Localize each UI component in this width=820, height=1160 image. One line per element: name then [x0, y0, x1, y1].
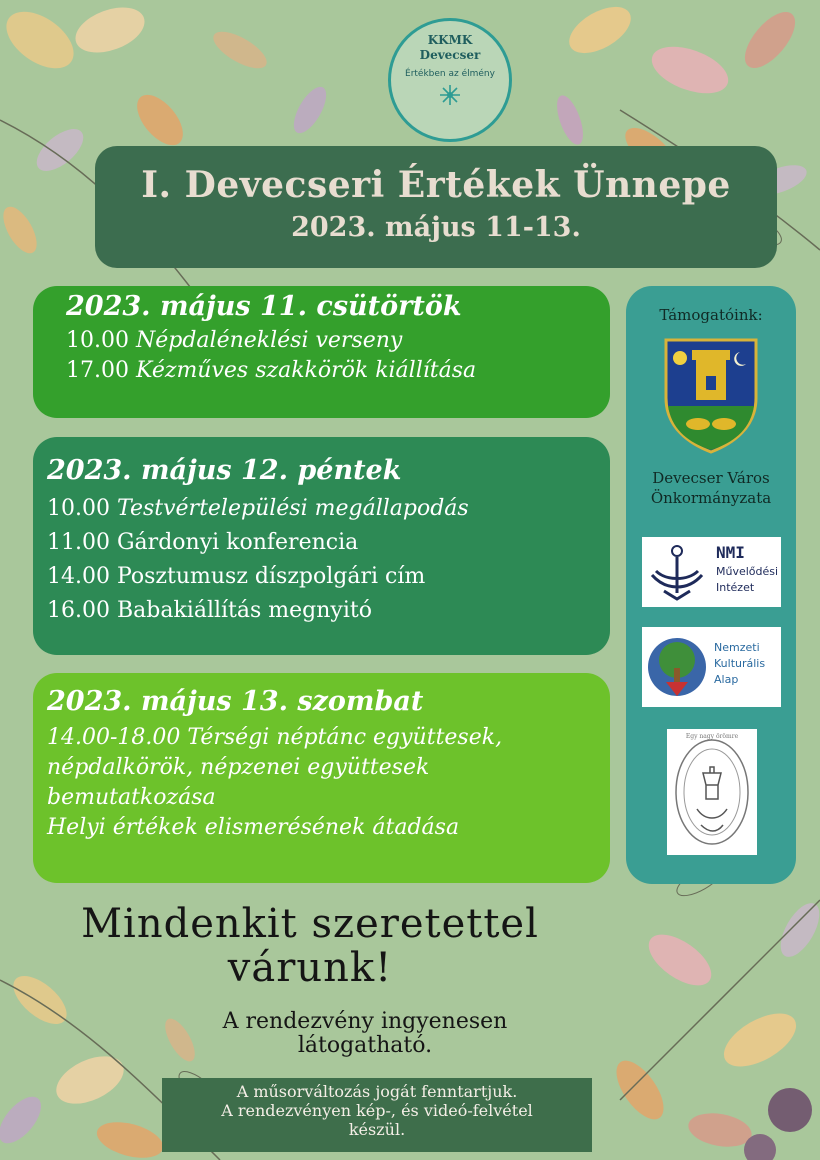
day-card-may-11	[33, 286, 610, 418]
title-box	[95, 146, 777, 268]
free-entry-note	[160, 1010, 570, 1058]
program-time: 10.00	[66, 328, 129, 353]
nka-line2: Kulturális	[714, 657, 766, 670]
nmi-emblem-icon	[646, 541, 708, 603]
nmi-logo	[642, 537, 781, 607]
kkmk-logo	[388, 18, 512, 142]
nmi-line2: Intézet	[716, 581, 755, 594]
nka-logo	[642, 627, 781, 707]
nmi-abbr: NMI	[716, 543, 745, 562]
notice-box	[162, 1078, 592, 1152]
program-line: Helyi értékek elismerésének átadása	[47, 815, 460, 840]
program-event: Posztumusz díszpolgári cím	[116, 564, 426, 589]
event-dates: 2023. május 11-13.	[291, 212, 581, 243]
program-event: Babakiállítás megnyitó	[116, 598, 372, 623]
notice-line2: A rendezvényen kép-, és videó-felvétel	[221, 1101, 533, 1120]
city-name	[626, 468, 796, 508]
logo-line2: Devecser	[419, 48, 481, 62]
day-heading: 2023. május 12. péntek	[47, 455, 402, 486]
stamp-text: Egy nagy örömre	[685, 733, 739, 740]
city-line2: Önkormányzata	[650, 489, 772, 507]
logo-line1: KKMK	[427, 33, 473, 47]
logo-tagline: Értékben az élmény	[405, 69, 495, 79]
program-item	[66, 356, 610, 386]
program-line: bemutatkozása	[47, 785, 216, 810]
program-line: népdalkörök, népzenei együttesek	[47, 755, 430, 780]
program-item	[47, 492, 610, 526]
nmi-line1: Művelődési	[716, 565, 779, 578]
program-time: 10.00	[47, 496, 110, 521]
welcome-message	[40, 902, 580, 990]
program-item	[47, 594, 610, 628]
sponsors-heading: Támogatóink:	[659, 306, 763, 324]
program-event: Testvértelepülési megállapodás	[116, 496, 469, 521]
program-time: 17.00	[66, 358, 129, 383]
program-time: 11.00	[47, 530, 110, 555]
program-item	[47, 560, 610, 594]
program-time: 16.00	[47, 598, 110, 623]
day-heading: 2023. május 13. szombat	[47, 686, 424, 717]
welcome-line2: várunk!	[227, 945, 393, 991]
notice-line3: készül.	[348, 1120, 406, 1139]
lantern-stamp-icon	[667, 729, 757, 855]
day-heading: 2023. május 11. csütörtök	[66, 291, 462, 322]
city-line1: Devecser Város	[652, 469, 770, 487]
welcome-line1: Mindenkit szeretettel	[81, 901, 539, 947]
program-event: Kézműves szakkörök kiállítása	[135, 358, 477, 383]
coat-of-arms-icon	[662, 336, 760, 454]
program-line: 14.00-18.00 Térségi néptánc együttesek,	[47, 725, 503, 750]
program-event: Népdaléneklési verseny	[135, 328, 403, 353]
folk-ornament-icon	[428, 83, 472, 107]
day-card-may-13	[33, 673, 610, 883]
notice-line1: A műsorváltozás jogát fenntartjuk.	[236, 1082, 518, 1101]
day-card-may-12	[33, 437, 610, 655]
program-item	[47, 526, 610, 560]
nka-line1: Nemzeti	[714, 641, 760, 654]
nka-tree-icon	[646, 632, 708, 702]
page-title: I. Devecseri Értékek Ünnepe	[141, 164, 731, 206]
program-event: Gárdonyi konferencia	[116, 530, 359, 555]
free-line1: A rendezvény ingyenesen	[222, 1009, 508, 1034]
program-item	[66, 326, 610, 356]
free-line2: látogatható.	[297, 1033, 433, 1058]
program-time: 14.00	[47, 564, 110, 589]
stamp-logo	[667, 729, 757, 855]
nka-line3: Alap	[714, 673, 739, 686]
